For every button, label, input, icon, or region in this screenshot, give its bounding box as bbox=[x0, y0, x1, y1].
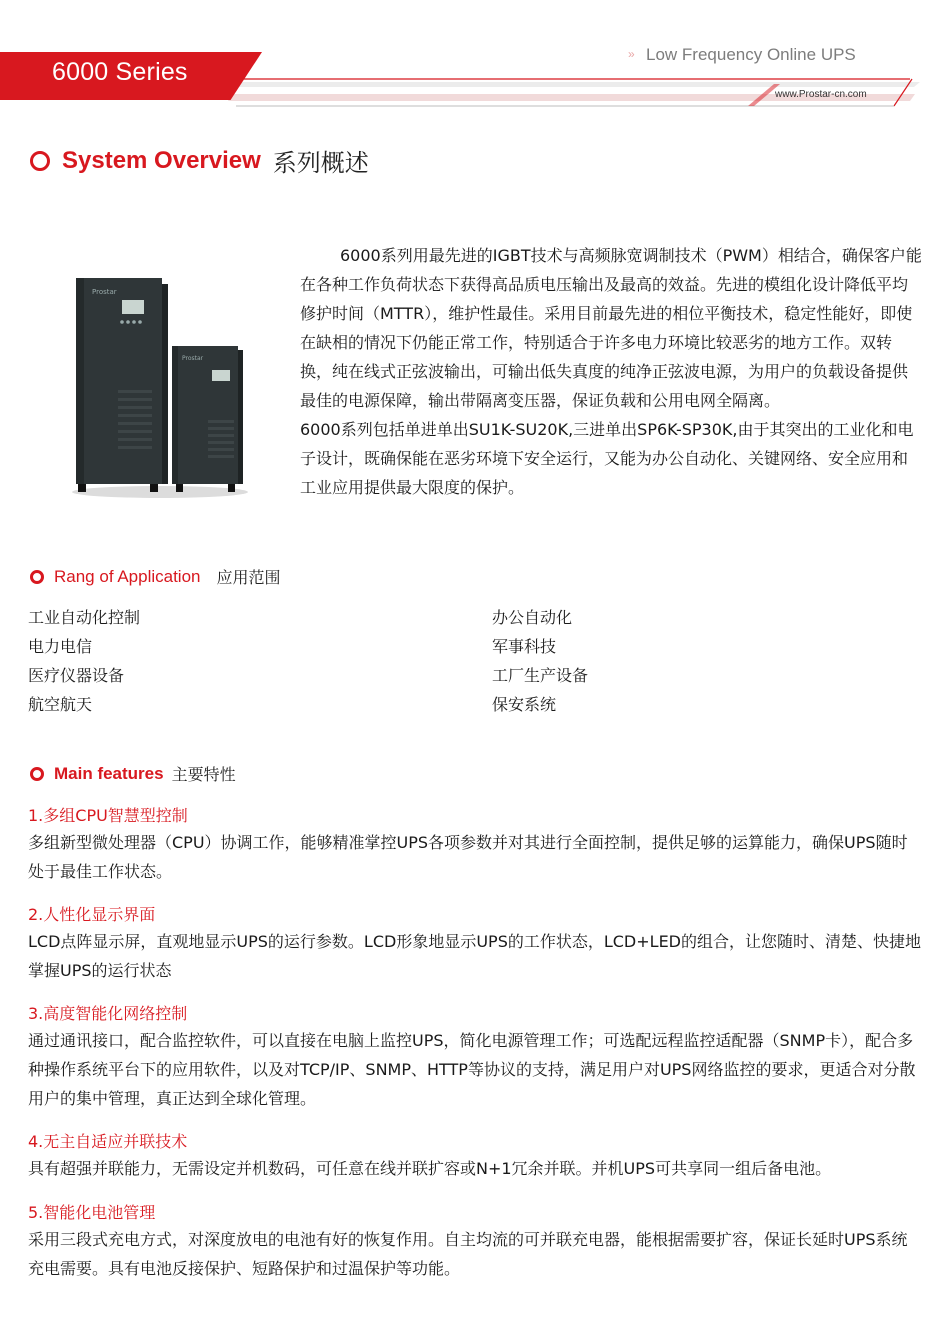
feature-title: 5.智能化电池管理 bbox=[28, 1203, 156, 1222]
list-item: 军事科技 bbox=[492, 637, 557, 656]
feature-title: 1.多组CPU智慧型控制 bbox=[28, 806, 188, 825]
feature-title: 3.高度智能化网络控制 bbox=[28, 1004, 188, 1023]
overview-text bbox=[300, 241, 922, 502]
ups-product-image bbox=[70, 270, 250, 500]
feature-text: 通过通讯接口，配合监控软件，可以直接在电脑上监控UPS，简化电源管理工作；可选配远程监控适配器（SNMP卡），配合多种操作系统平台下的应用软件，以及对TCP/IP、SNMP、HTTP等协议的支持，满足用户对UPS网络监控的要求，更适合对分散用户的集中管理，真正达到全球化管理。 bbox=[28, 1031, 916, 1108]
application-heading-en: Rang of Application bbox=[54, 566, 201, 586]
double-chevron-icon: » bbox=[628, 47, 635, 61]
feature-body bbox=[28, 1225, 923, 1283]
feature-text: 采用三段式充电方式，对深度放电的电池有好的恢复作用。自主均流的可并联充电器，能根据需要扩容，保证长延时UPS系统充电需要。具有电池反接保护、短路保护和过温保护等功能。 bbox=[28, 1230, 908, 1278]
list-item: 航空航天 bbox=[28, 695, 93, 714]
application-list-right bbox=[492, 603, 588, 719]
feature-text: 具有超强并联能力，无需设定并机数码，可任意在线并联扩容或N+1冗余并联。并机UPS可共享同一组后备电池。 bbox=[28, 1159, 832, 1178]
series-title: 6000 Series bbox=[52, 58, 188, 86]
feature-body bbox=[28, 927, 923, 985]
overview-paragraph-1: 6000系列用最先进的IGBT技术与高频脉宽调制技术（PWM）相结合，确保客户能在各种工作负荷状态下获得高品质电压输出及最高的效益。先进的模组化设计降低平均修护时间（MTTR），维护性最佳。采用目前最先进的相位平衡技术，稳定性能好，即使在缺相的情况下仍能正常工作，特别适合于许多电力环境比较恶劣的地方工作。双转换，纯在线式正弦波输出，可输出低失真度的纯净正弦波电源，为用户的负载设备提供最佳的电源保障，输出带隔离变压器，保证负载和公用电网全隔离。 bbox=[300, 246, 922, 410]
features-heading-en: Main features bbox=[54, 763, 164, 783]
overview-heading-zh: 系列概述 bbox=[272, 149, 369, 177]
product-type bbox=[628, 45, 856, 65]
feature-title: 2.人性化显示界面 bbox=[28, 905, 156, 924]
list-item: 工厂生产设备 bbox=[492, 666, 589, 685]
features-heading-zh: 主要特性 bbox=[171, 765, 236, 784]
overview-heading bbox=[30, 143, 369, 178]
application-heading bbox=[30, 565, 281, 588]
feature-text: 多组新型微处理器（CPU）协调工作，能够精准掌控UPS各项参数并对其进行全面控制，提供足够的运算能力，确保UPS随时处于最佳工作状态。 bbox=[28, 833, 908, 881]
list-item: 保安系统 bbox=[492, 695, 557, 714]
website: www.Prostar-cn.com bbox=[775, 89, 867, 100]
list-item: 办公自动化 bbox=[492, 608, 573, 627]
application-list-left bbox=[28, 603, 140, 719]
list-item: 电力电信 bbox=[28, 637, 93, 656]
circle-bullet-icon bbox=[30, 767, 44, 781]
page-header bbox=[0, 0, 950, 120]
feature-body bbox=[28, 828, 923, 886]
feature-title: 4.无主自适应并联技术 bbox=[28, 1132, 188, 1151]
circle-bullet-icon bbox=[30, 570, 44, 584]
list-item: 工业自动化控制 bbox=[28, 608, 141, 627]
ups-small-logo: Prostar bbox=[182, 355, 204, 362]
circle-bullet-icon bbox=[30, 151, 50, 171]
feature-body bbox=[28, 1154, 923, 1183]
feature-text: LCD点阵显示屏，直观地显示UPS的运行参数。LCD形象地显示UPS的工作状态，LCD+LED的组合，让您随时、清楚、快捷地掌握UPS的运行状态 bbox=[28, 932, 922, 980]
overview-heading-en: System Overview bbox=[62, 146, 261, 174]
product-type-label: Low Frequency Online UPS bbox=[646, 45, 856, 64]
application-heading-zh: 应用范围 bbox=[216, 568, 281, 587]
list-item: 医疗仪器设备 bbox=[28, 666, 125, 685]
feature-body bbox=[28, 1026, 923, 1113]
ups-large-logo: Prostar bbox=[92, 288, 117, 296]
features-heading bbox=[30, 762, 236, 785]
overview-paragraph-2: 6000系列包括单进单出SU1K-SU20K,三进单出SP6K-SP30K,由于其突出的工业化和电子设计，既确保能在恶劣环境下安全运行，又能为办公自动化、关键网络、安全应用和工业应用提供最大限度的保护。 bbox=[300, 420, 914, 497]
